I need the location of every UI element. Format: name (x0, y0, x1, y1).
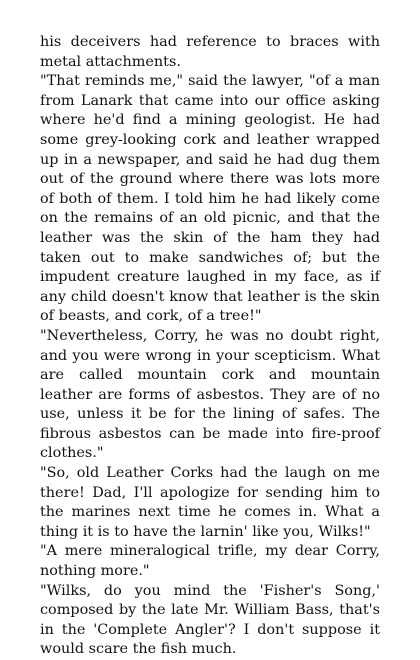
paragraph-6: "Wilks, do you mind the 'Fisher's Song,' composed by the late Mr. William Bass, that's in the 'Complete Angler'? I don't suppose it would scare the fish much. (40, 582, 380, 658)
paragraph-5: "A mere mineralogical trifle, my dear Corry, nothing more." (40, 543, 380, 580)
paragraph-1: his deceivers had reference to braces with metal attachments. (40, 34, 380, 70)
page-text (40, 33, 380, 660)
paragraph-2: "That reminds me," said the lawyer, "of a man from Lanark that came into our office asking where he'd find a mining geologist. He had some grey-looking cork and leather wrapped up in a newspaper, and said he had dug them out of the ground where there was lots more of both of them. I told him he had likely come on the remains of an old picnic, and that the leather was the skin of the ham they had taken out to make sandwiches of; but the impudent creature laughed in my face, as if any child doesn't know that leather is the skin of beasts, and cork, of a tree!" (40, 73, 380, 325)
paragraph-4: "So, old Leather Corks had the laugh on me there! Dad, I'll apologize for sending him to the marines next time he comes in. What a thing it is to have the larnin' like you, Wilks!" (40, 465, 380, 540)
paragraph-3: "Nevertheless, Corry, he was no doubt right, and you were wrong in your scepticism. What are called mountain cork and mountain leather are forms of asbestos. They are of no use, unless it be for the lining of safes. The fibrous asbestos can be made into fire-proof clothes." (40, 327, 380, 462)
